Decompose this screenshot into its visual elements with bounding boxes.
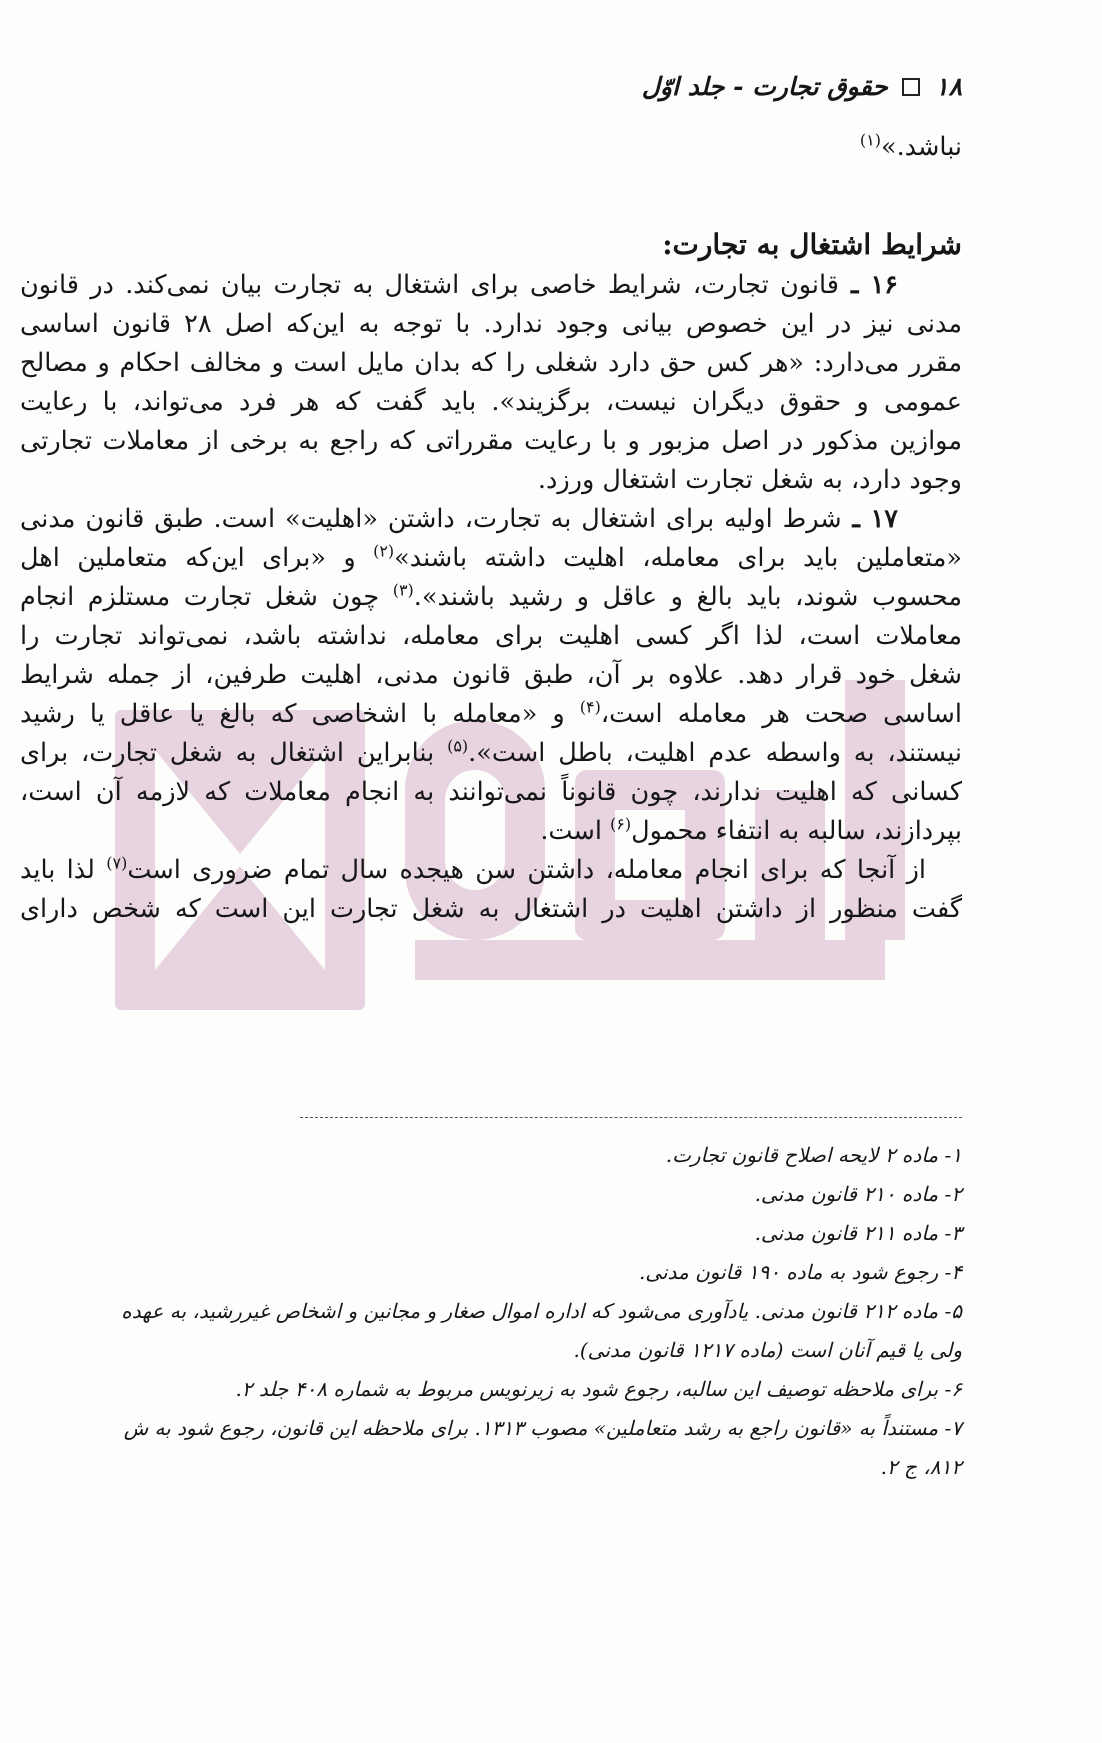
p18-line-2: گفت منظور از داشتن اهلیت در اشتغال به شغل تجارت این است که شخص دارای bbox=[20, 894, 962, 924]
p16-line-1: ۱۶ ـ قانون تجارت، شرایط خاصی برای اشتغال به تجارت بیان نمی‌کند. در قانون bbox=[20, 270, 899, 300]
footnote-5: ۵- ماده ۲۱۲ قانون مدنی. یادآوری می‌شود که اداره اموال صغار و مجانین و اشخاص غیررشید، به عهده bbox=[121, 1299, 962, 1323]
p16-line-6: وجود دارد، به شغل تجارت اشتغال ورزد. bbox=[537, 465, 962, 495]
footnote-separator bbox=[300, 1117, 962, 1118]
p17-line-2: «متعاملین باید برای معامله، اهلیت داشته باشند»$^{(۲)}$ و «برای این‌که متعاملین اهل bbox=[20, 541, 962, 573]
paragraph-number: ۱۷ ـ bbox=[841, 504, 898, 534]
footnotes bbox=[20, 1136, 962, 1487]
page-number: ۱۸ bbox=[935, 72, 962, 101]
square-ornament-icon bbox=[902, 78, 920, 96]
p17-line-9: بپردازند، سالبه به انتفاء محمول$^{(۶)}$ است. bbox=[540, 814, 962, 846]
p18-line-1: از آنجا که برای انجام معامله، داشتن سن هیجده سال تمام ضروری است$^{(۷)}$ لذا باید bbox=[20, 853, 926, 885]
footnote-7: ۷- مستنداً به «قانون راجع به رشد متعاملین» مصوب ۱۳۱۳. برای ملاحظه این قانون، رجوع شود به ش bbox=[123, 1416, 962, 1440]
p17-line-3: محسوب شوند، باید بالغ و عاقل و رشید باشند».$^{(۳)}$ چون شغل تجارت مستلزم انجام bbox=[20, 580, 962, 612]
footnote-ref: (۳) bbox=[392, 580, 414, 600]
footnote-6: ۶- برای ملاحظه توصیف این سالبه، رجوع شود به زیرنویس مربوط به شماره ۴۰۸ جلد ۲. bbox=[235, 1377, 962, 1401]
body-text bbox=[20, 128, 962, 929]
p17-line-5: شغل خود قرار دهد. علاوه بر آن، طبق قانون مدنی، اهلیت طرفین، از جمله شرایط bbox=[20, 660, 962, 690]
p17-line-8: کسانی که اهلیت ندارند، چون قانوناً نمی‌توانند به انجام معاملات که لازمه آن است، bbox=[20, 777, 962, 807]
book-title: حقوق تجارت - جلد اوّل bbox=[641, 72, 888, 101]
intro-line: نباشد.»$^{(۱)}$ bbox=[859, 130, 962, 162]
p17-line-6: اساسی صحت هر معامله است،$^{(۴)}$ و «معامله با اشخاصی که بالغ یا عاقل یا رشید bbox=[20, 697, 962, 729]
footnote-3: ۳- ماده ۲۱۱ قانون مدنی. bbox=[754, 1221, 962, 1245]
p17-line-7: نیستند، به واسطه عدم اهلیت، باطل است».$^{(۵)}$ بنابراین اشتغال به شغل تجارت، برای bbox=[20, 736, 962, 768]
p16-line-5: موازین مذکور در اصل مزبور و با رعایت مقرراتی که راجع به برخی از معاملات تجارتی bbox=[20, 426, 962, 456]
footnote-4: ۴- رجوع شود به ماده ۱۹۰ قانون مدنی. bbox=[638, 1260, 962, 1284]
paragraph-number: ۱۶ ـ bbox=[839, 270, 899, 300]
p16-line-3: مقرر می‌دارد: «هر کس حق دارد شغلی را که بدان مایل است و مخالف احکام و مصالح bbox=[20, 348, 962, 378]
footnote-1: ۱- ماده ۲ لایحه اصلاح قانون تجارت. bbox=[665, 1143, 962, 1167]
footnote-ref: (۴) bbox=[579, 697, 601, 717]
running-header bbox=[140, 72, 962, 112]
footnote-5-cont: ولی یا قیم آنان است (ماده ۱۲۱۷ قانون مدنی). bbox=[573, 1338, 962, 1362]
footnote-ref: (۵) bbox=[447, 736, 469, 756]
footnote-ref: (۲) bbox=[373, 541, 395, 561]
footnote-ref: (۶) bbox=[610, 814, 632, 834]
p16-line-4: عمومی و حقوق دیگران نیست، برگزیند». باید گفت که هر فرد می‌تواند، با رعایت bbox=[20, 387, 962, 417]
footnote-2: ۲- ماده ۲۱۰ قانون مدنی. bbox=[754, 1182, 962, 1206]
p17-line-1: ۱۷ ـ شرط اولیه برای اشتغال به تجارت، داشتن «اهلیت» است. طبق قانون مدنی bbox=[20, 504, 898, 534]
p16-line-2: مدنی نیز در این خصوص بیانی وجود ندارد. با توجه به این‌که اصل ۲۸ قانون اساسی bbox=[20, 309, 962, 339]
footnote-7-cont: ۸۱۲، ج ۲. bbox=[880, 1455, 962, 1479]
footnote-ref: (۱) bbox=[859, 130, 881, 150]
footnote-ref: (۷) bbox=[106, 853, 128, 873]
p17-line-4: معاملات است، لذا اگر کسی اهلیت برای معامله، نداشته باشد، نمی‌تواند تجارت را bbox=[20, 621, 962, 651]
section-heading: شرایط اشتغال به تجارت: bbox=[662, 228, 962, 261]
